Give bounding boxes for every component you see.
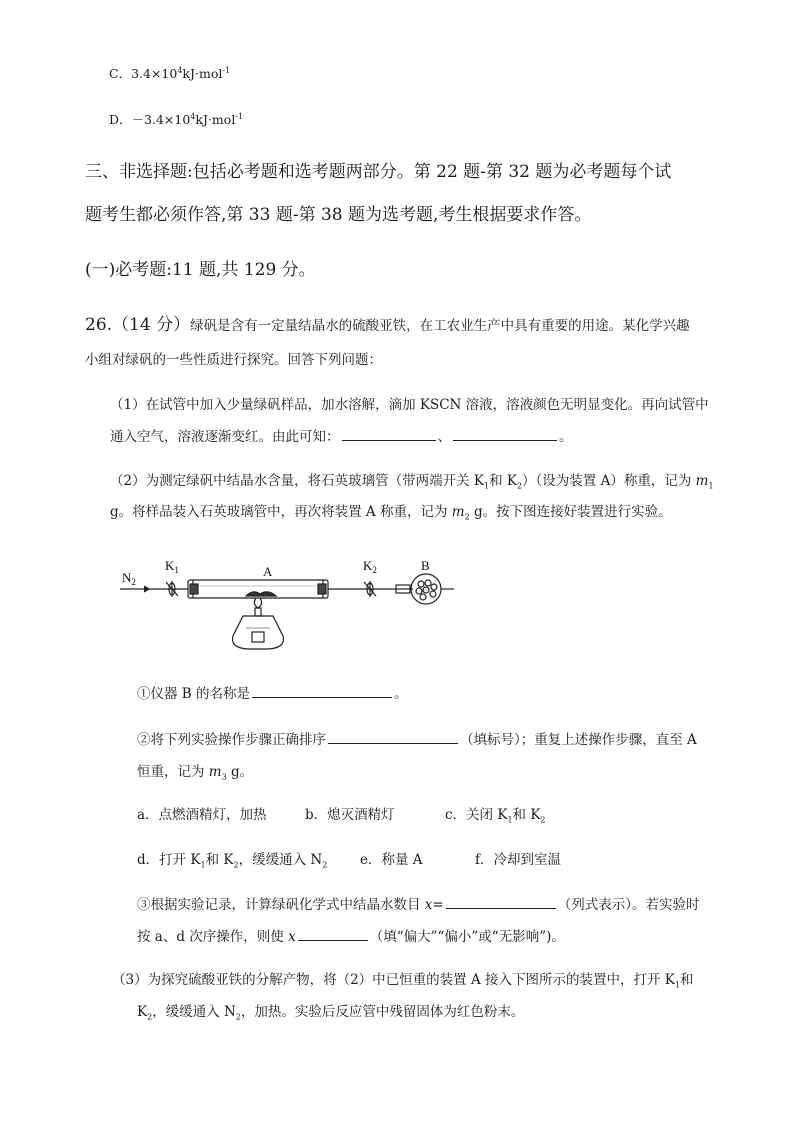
q26-intro-line1: 26.（14 分）绿矾是含有一定量结晶水的硫酸亚铁，在工农业生产中具有重要的用途。某化学兴趣: [85, 315, 690, 335]
answer-blank-1[interactable]: [342, 426, 436, 441]
q26-sub3-line1: ③根据实验记录，计算绿矾化学式中结晶水数目 x= （列式表示）。若实验时: [137, 893, 699, 913]
answer-blank-5[interactable]: [446, 894, 556, 909]
q26-sub2-line1: ②将下列实验操作步骤正确排序 （填标号）；重复上述操作步骤，直至 A: [137, 728, 697, 748]
q26-part1-line1: （1）在试管中加入少量绿矾样品，加水溶解，滴加 KSCN 溶液，溶液颜色无明显变化。再向试管中: [110, 397, 709, 413]
step-option-c: c．关闭 $K_1$和 $K_2$: [445, 807, 546, 825]
step-option-d: d．打开 $K_1$和 $K_2$，缓缓通入 $N_2$: [137, 852, 328, 870]
sample-powder: [246, 592, 276, 596]
q26-part2-line1: （2）为测定绿矾中结晶水含量，将石英玻璃管（带两端开关 $K_1$和 $K_2$）（设为装置 A）称重，记为 $m_1$: [110, 473, 714, 491]
q26-number: 26.（14 分）: [85, 315, 191, 335]
step-option-e: e．称量 A: [360, 852, 423, 868]
section3-line2: 题考生都必须作答,第 33 题-第 38 题为选考题,考生根据要求作答。: [85, 205, 592, 225]
answer-blank-3[interactable]: [252, 683, 392, 698]
q26-part1-line2: 通入空气，溶液逐渐变红。由此可知： 、 。: [110, 425, 573, 445]
svg-text:B: B: [421, 558, 430, 573]
step-option-a: a．点燃酒精灯，加热: [137, 807, 267, 823]
step-option-f: f．冷却到室温: [475, 852, 561, 868]
q26-intro-line2: 小组对绿矾的一些性质进行探究。回答下列问题：: [85, 352, 382, 368]
svg-text:A: A: [263, 564, 273, 579]
q26-part3-line2: $K_2$，缓缓通入 $N_2$，加热。实验后反应管中残留固体为红色粉末。: [137, 1004, 525, 1022]
apparatus-diagram: [118, 556, 458, 671]
option-d: D．$-3.4\times 10^4kJ\cdot mol^{-1}$: [109, 111, 244, 127]
q26-sub3-line2: 按 a、d 次序操作，则使 x （填“偏大”“偏小”或“无影响”)。: [137, 925, 565, 945]
answer-blank-2[interactable]: [453, 426, 557, 441]
step-option-b: b．熄灭酒精灯: [305, 807, 395, 823]
q26-part2-line2: g。将样品装入石英玻璃管中，再次将装置 A 称重，记为 $m_2$ g。按下图连接好装置进行实验。: [110, 504, 672, 522]
q26-part3-line1: （3）为探究硫酸亚铁的分解产物，将（2）中已恒重的装置 A 接入下图所示的装置中，打开 $K_1$和: [112, 972, 694, 990]
q26-sub1: ①仪器 B 的名称是 。: [137, 682, 408, 702]
svg-text:K2: $K_2$: [363, 558, 377, 575]
svg-text:N2: $N_2$: [122, 570, 136, 587]
svg-text:K1: $K_1$: [165, 558, 179, 575]
option-c: C．$3.4\times 10^4kJ\cdot mol^{-1}$: [109, 65, 231, 81]
alcohol-lamp: [233, 598, 284, 649]
answer-blank-6[interactable]: [298, 926, 368, 941]
required-questions-heading: (一)必考题:11 题,共 129 分。: [85, 260, 316, 280]
section3-line1: 三、非选择题:包括必考题和选考题两部分。第 22 题-第 32 题为必考题每个试: [85, 162, 672, 182]
answer-blank-4[interactable]: [328, 729, 458, 744]
q26-sub2-line2: 恒重，记为 $m_3$ g。: [137, 764, 254, 782]
